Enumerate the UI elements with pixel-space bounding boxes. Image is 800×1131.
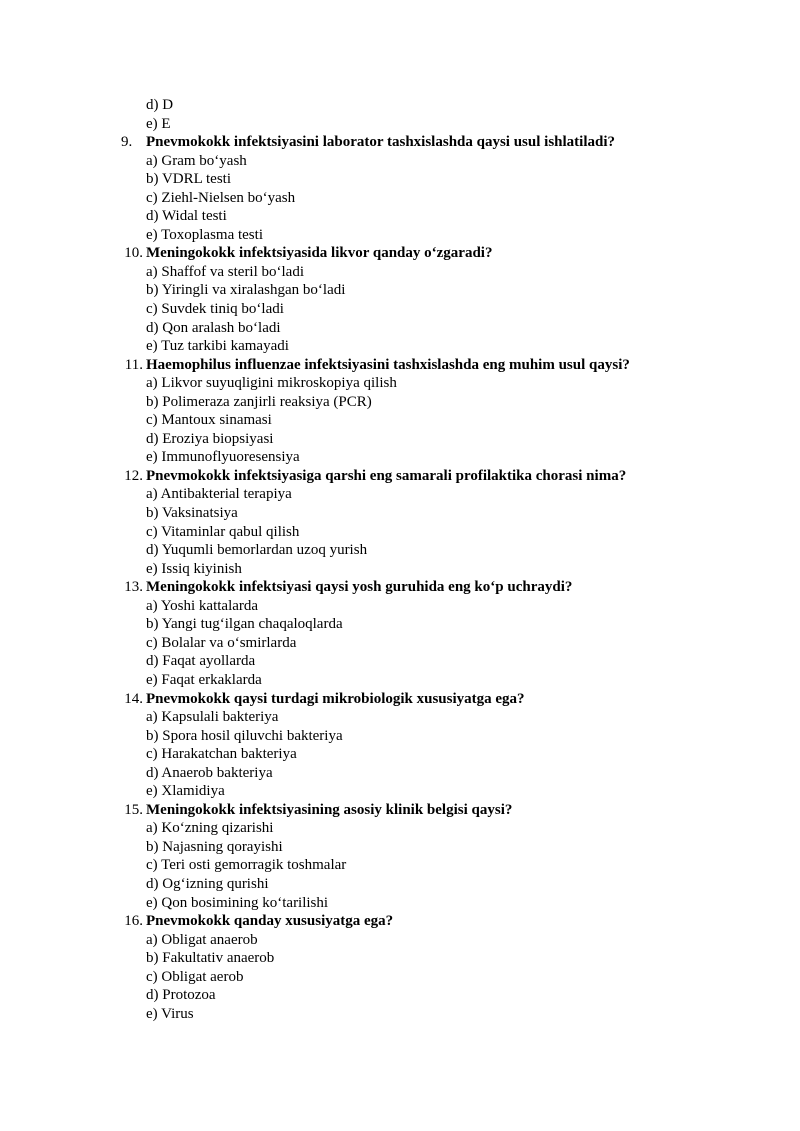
option-line: e) Virus xyxy=(146,1005,194,1022)
question-number: 16. xyxy=(124,913,143,930)
question-number: 11. xyxy=(124,356,143,373)
question-text: Pnevmokokk infektsiyasini laborator tashxislashda qaysi usul ishlatiladi? xyxy=(146,134,616,151)
question-line xyxy=(0,578,800,597)
option-line: e) Immunoflyuoresensiya xyxy=(146,449,300,466)
question-number: 12. xyxy=(124,467,143,484)
option-line: c) Vitaminlar qabul qilish xyxy=(146,523,300,540)
option-line: a) Kapsulali bakteriya xyxy=(146,709,279,726)
question-text: Meningokokk infektsiyasida likvor qanday o‘zgaradi? xyxy=(146,245,493,262)
question-text: Meningokokk infektsiyasi qaysi yosh guruhida eng ko‘p uchraydi? xyxy=(146,579,573,596)
document-page xyxy=(0,96,800,1023)
option-line: b) Fakultativ anaerob xyxy=(146,950,275,967)
leading-options xyxy=(0,96,800,133)
option-line: d) Og‘izning qurishi xyxy=(146,875,269,892)
question-text: Pnevmokokk qanday xususiyatga ega? xyxy=(146,913,394,930)
option-line: d) Protozoa xyxy=(146,987,216,1004)
question-line xyxy=(0,467,800,486)
question-text: Meningokokk infektsiyasining asosiy klinik belgisi qaysi? xyxy=(146,801,513,818)
option-line: b) Vaksinatsiya xyxy=(146,505,238,522)
question-block xyxy=(0,801,800,912)
option-line: a) Antibakterial terapiya xyxy=(146,486,292,503)
question-text: Pnevmokokk infektsiyasiga qarshi eng samarali profilaktika chorasi nima? xyxy=(146,467,627,484)
option-line: d) Qon aralash bo‘ladi xyxy=(146,319,281,336)
option-line: b) Najasning qorayishi xyxy=(146,838,283,855)
question-number: 9. xyxy=(121,134,133,151)
option-line: e) Xlamidiya xyxy=(146,783,225,800)
option-line: e) E xyxy=(146,115,171,132)
option-line: a) Gram bo‘yash xyxy=(146,152,247,169)
question-line xyxy=(0,133,800,152)
option-line: e) Faqat erkaklarda xyxy=(146,671,262,688)
option-line: e) Tuz tarkibi kamayadi xyxy=(146,338,289,355)
option-line: b) VDRL testi xyxy=(146,171,231,188)
question-block xyxy=(0,356,800,467)
option-line: c) Obligat aerob xyxy=(146,968,244,985)
question-line xyxy=(0,912,800,931)
question-block xyxy=(0,133,800,244)
option-line: d) Faqat ayollarda xyxy=(146,653,256,670)
option-line: c) Harakatchan bakteriya xyxy=(146,746,297,763)
question-number: 15. xyxy=(124,801,143,818)
option-line: c) Suvdek tiniq bo‘ladi xyxy=(146,301,284,318)
option-line: c) Mantoux sinamasi xyxy=(146,412,272,429)
question-block xyxy=(0,578,800,689)
option-line: a) Shaffof va steril bo‘ladi xyxy=(146,263,305,280)
option-line: e) Qon bosimining ko‘tarilishi xyxy=(146,894,329,911)
option-line: e) Issiq kiyinish xyxy=(146,560,242,577)
option-line: d) Eroziya biopsiyasi xyxy=(146,430,274,447)
question-block xyxy=(0,244,800,355)
option-line: b) Polimeraza zanjirli reaksiya (PCR) xyxy=(146,393,372,410)
option-line: b) Yangi tug‘ilgan chaqaloqlarda xyxy=(146,616,343,633)
option-line: a) Yoshi kattalarda xyxy=(146,597,259,614)
question-number: 10. xyxy=(124,245,143,262)
option-line: a) Obligat anaerob xyxy=(146,931,258,948)
question-block xyxy=(0,690,800,801)
option-line: c) Ziehl-Nielsen bo‘yash xyxy=(146,189,296,206)
question-block xyxy=(0,467,800,578)
option-line: c) Bolalar va o‘smirlarda xyxy=(146,634,297,651)
option-line: c) Teri osti gemorragik toshmalar xyxy=(146,857,347,874)
option-line: a) Likvor suyuqligini mikroskopiya qilish xyxy=(146,375,397,392)
option-line: d) D xyxy=(146,97,174,113)
question-number: 13. xyxy=(124,579,143,596)
option-line: a) Ko‘zning qizarishi xyxy=(146,820,274,837)
question-text: Pnevmokokk qaysi turdagi mikrobiologik xususiyatga ega? xyxy=(146,690,525,707)
option-line: b) Yiringli va xiralashgan bo‘ladi xyxy=(146,282,346,299)
question-number: 14. xyxy=(124,690,143,707)
question-line xyxy=(0,244,800,263)
option-line: d) Anaerob bakteriya xyxy=(146,764,273,781)
question-line xyxy=(0,356,800,375)
option-line: e) Toxoplasma testi xyxy=(146,226,263,243)
question-text: Haemophilus influenzae infektsiyasini tashxislashda eng muhim usul qaysi? xyxy=(146,356,630,373)
question-block xyxy=(0,912,800,1023)
question-line xyxy=(0,690,800,709)
question-line xyxy=(0,801,800,820)
option-line: b) Spora hosil qiluvchi bakteriya xyxy=(146,727,343,744)
option-line: d) Widal testi xyxy=(146,208,227,225)
option-line: d) Yuqumli bemorlardan uzoq yurish xyxy=(146,542,368,559)
